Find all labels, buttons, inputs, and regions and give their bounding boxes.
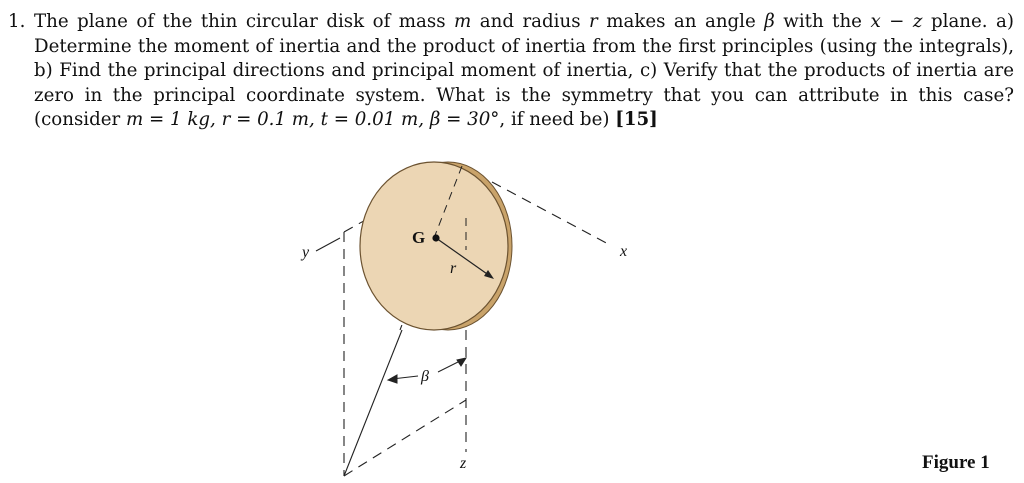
text-part-1: The plane of the thin circular disk of mass: [34, 11, 455, 32]
disk: [360, 162, 512, 330]
label-center-g: G: [412, 228, 426, 247]
center-point-g: [432, 234, 439, 241]
label-x-axis: x: [620, 243, 628, 260]
var-beta: β: [764, 11, 775, 32]
plane-expression: x − z: [870, 11, 923, 32]
label-radius: r: [450, 260, 457, 277]
label-beta: β: [421, 368, 429, 385]
var-r: r: [589, 11, 598, 32]
label-z-axis: z: [460, 455, 467, 472]
problem-number: 1.: [8, 11, 26, 32]
tilt-line: [344, 330, 402, 476]
given-values: m = 1 kg, r = 0.1 m, t = 0.01 m, β = 30°: [125, 109, 500, 130]
marks: [15]: [615, 109, 658, 130]
bottom-plane-edge: [344, 400, 466, 476]
text-part-5: plane. a) Determine the moment of inertia and the product of inertia from the first principles (using the integrals), b) Find the principal directions and principal moment of inertia, c) Verify that the products of inertia are zero in the principal coordinate system. What is the symmetry that you can attribute in this case? (consider: [34, 11, 1015, 130]
disk-face: [360, 162, 508, 330]
text-part-4: with the: [774, 11, 871, 32]
label-y-axis: y: [302, 244, 310, 261]
text-part-6: , if need be): [499, 109, 616, 130]
text-part-2: and radius: [471, 11, 590, 32]
beta-left-arrowhead: [388, 375, 397, 383]
figure-caption: Figure 1: [922, 452, 990, 473]
beta-right-arrowhead: [457, 358, 466, 366]
text-part-3: makes an angle: [597, 11, 765, 32]
y-axis-tick: [316, 238, 340, 251]
var-m: m: [454, 11, 472, 32]
